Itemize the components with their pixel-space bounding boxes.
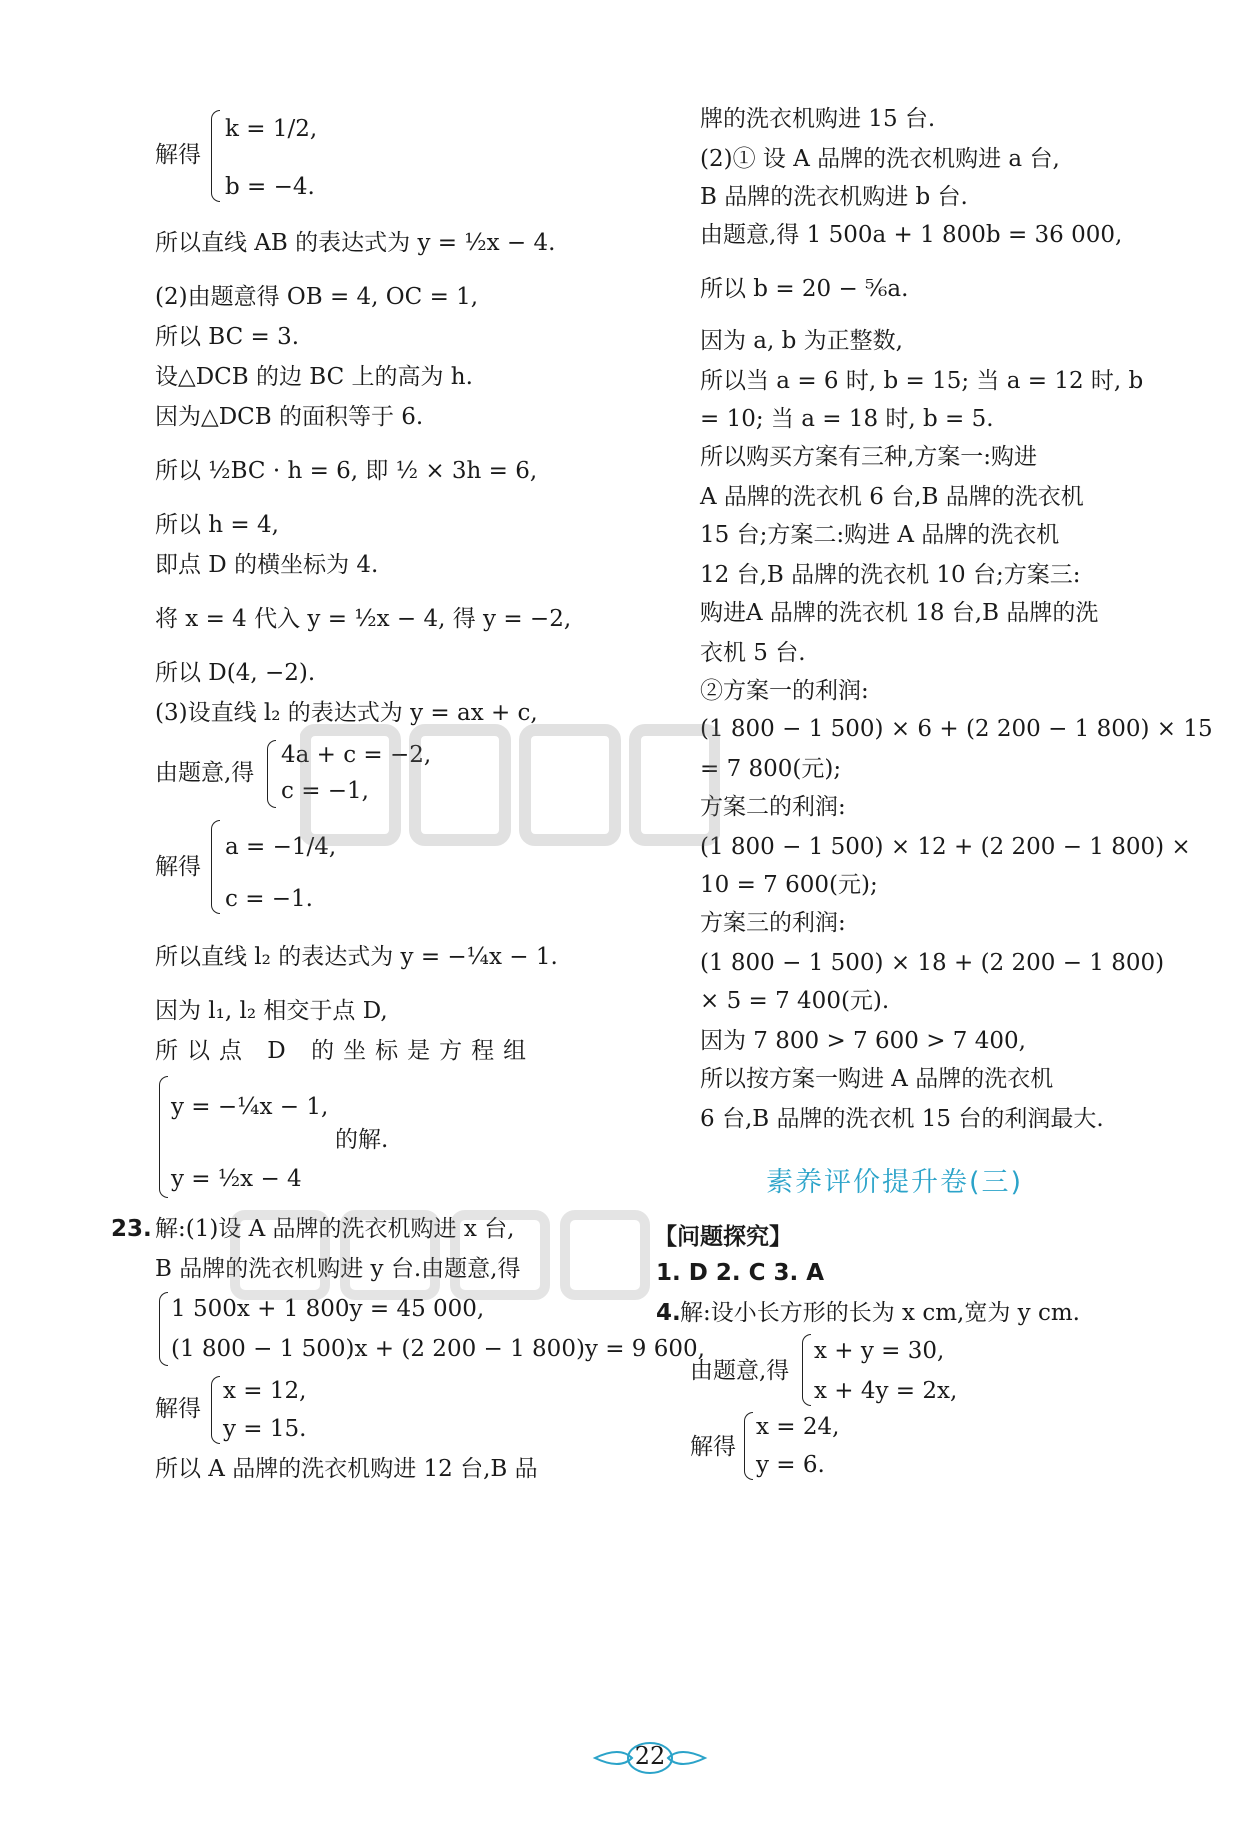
text-line: 解:(1)设 A 品牌的洗衣机购进 x 台, — [155, 1216, 515, 1242]
question-number: 4. — [656, 1300, 681, 1326]
text-line: = 10; 当 a = 18 时, b = 5. — [700, 406, 994, 432]
text-line: 解得 — [155, 1396, 201, 1422]
text-line: 因为 7 800 > 7 600 > 7 400, — [700, 1028, 1026, 1054]
text-line: 由题意,得 — [690, 1358, 790, 1384]
equation-line: a = −1/4, — [225, 834, 337, 860]
text-line: 所以 D(4, −2). — [155, 660, 316, 686]
text-line: (3)设直线 l₂ 的表达式为 y = ax + c, — [155, 700, 538, 726]
text-line: 所以 ½BC · h = 6, 即 ½ × 3h = 6, — [155, 458, 538, 484]
equation-line: y = ½x − 4 — [171, 1166, 302, 1192]
text-line: 所以按方案一购进 A 品牌的洗衣机 — [700, 1066, 1054, 1092]
equation-line: y = −¼x − 1, — [171, 1094, 329, 1120]
equation-line: c = −1, — [281, 778, 369, 804]
text-line: 所以 BC = 3. — [155, 324, 300, 350]
text-line: 所以直线 AB 的表达式为 y = ½x − 4. — [155, 230, 556, 256]
text-line: = 7 800(元); — [700, 756, 842, 782]
section-heading: 素养评价提升卷(三) — [766, 1167, 1024, 1198]
text-line: 解得 — [690, 1434, 736, 1460]
equation-line: b = −4. — [225, 174, 315, 200]
text-line: 15 台;方案二:购进 A 品牌的洗衣机 — [700, 522, 1060, 548]
equation-line: x + 4y = 2x, — [814, 1378, 958, 1404]
equation-line: (1 800 − 1 500)x + (2 200 − 1 800)y = 9 600, — [171, 1336, 705, 1362]
text-line: 6 台,B 品牌的洗衣机 15 台的利润最大. — [700, 1106, 1104, 1132]
equation-line: x = 12, — [223, 1378, 307, 1404]
text-line: (1 800 − 1 500) × 18 + (2 200 − 1 800) — [700, 950, 1165, 976]
text-line: 的解. — [335, 1127, 389, 1153]
text-line: 解:设小长方形的长为 x cm,宽为 y cm. — [680, 1300, 1080, 1326]
equation-line: 4a + c = −2, — [281, 742, 432, 768]
section-tag: 【问题探究】 — [654, 1224, 792, 1250]
text-line: (1 800 − 1 500) × 12 + (2 200 − 1 800) × — [700, 834, 1191, 860]
text-line: 10 = 7 600(元); — [700, 872, 878, 898]
text-line: 解得 — [155, 142, 201, 168]
text-line: 所以直线 l₂ 的表达式为 y = −¼x − 1. — [155, 944, 558, 970]
text-line: × 5 = 7 400(元). — [700, 988, 890, 1014]
text-line: 解得 — [155, 854, 201, 880]
equation-line: c = −1. — [225, 886, 313, 912]
text-line: 设△DCB 的边 BC 上的高为 h. — [155, 364, 473, 390]
text-line: B 品牌的洗衣机购进 y 台.由题意,得 — [155, 1256, 521, 1282]
page-number: 22 — [634, 1742, 666, 1770]
text-line: A 品牌的洗衣机 6 台,B 品牌的洗衣机 — [700, 484, 1084, 510]
brace — [211, 1376, 220, 1444]
text-line: 衣机 5 台. — [700, 640, 806, 666]
page-footer — [590, 1740, 710, 1776]
text-line: 所以 h = 4, — [155, 512, 279, 538]
text-line: 方案三的利润: — [700, 910, 846, 936]
text-line: 因为 l₁, l₂ 相交于点 D, — [155, 998, 388, 1024]
text-line: (1 800 − 1 500) × 6 + (2 200 − 1 800) × 15 — [700, 716, 1213, 742]
equation-line: 1 500x + 1 800y = 45 000, — [171, 1296, 485, 1322]
text-line: 所以 b = 20 − ⁵⁄₆a. — [700, 276, 909, 302]
equation-line: x + y = 30, — [814, 1338, 945, 1364]
text-line: (2)① 设 A 品牌的洗衣机购进 a 台, — [700, 146, 1060, 172]
equation-line: x = 24, — [756, 1414, 840, 1440]
text-line: 所以 A 品牌的洗衣机购进 12 台,B 品 — [155, 1456, 538, 1482]
text-line: (2)由题意得 OB = 4, OC = 1, — [155, 284, 479, 310]
brace — [159, 1076, 168, 1198]
text-line: 12 台,B 品牌的洗衣机 10 台;方案三: — [700, 562, 1081, 588]
brace — [159, 1292, 168, 1366]
text-line: 所以购买方案有三种,方案一:购进 — [700, 444, 1038, 470]
text-line: 因为 a, b 为正整数, — [700, 328, 903, 354]
brace — [802, 1334, 811, 1406]
equation-line: y = 15. — [223, 1416, 307, 1442]
text-line: 由题意,得 1 500a + 1 800b = 36 000, — [700, 222, 1123, 248]
text-line: 牌的洗衣机购进 15 台. — [700, 106, 936, 132]
brace — [744, 1412, 753, 1480]
brace — [211, 110, 220, 202]
text-line: ②方案一的利润: — [700, 678, 869, 704]
brace — [267, 740, 276, 808]
text-line: 方案二的利润: — [700, 794, 846, 820]
equation-line: y = 6. — [756, 1452, 825, 1478]
text-line: 所以当 a = 6 时, b = 15; 当 a = 12 时, b — [700, 368, 1144, 394]
text-line: B 品牌的洗衣机购进 b 台. — [700, 184, 968, 210]
question-number: 23. — [111, 1216, 152, 1242]
brace — [211, 820, 220, 914]
text-line: 因为△DCB 的面积等于 6. — [155, 404, 424, 430]
text-line: 由题意,得 — [155, 760, 255, 786]
equation-line: k = 1/2, — [225, 116, 318, 142]
answer-line: 1. D 2. C 3. A — [656, 1260, 825, 1286]
text-line: 购进A 品牌的洗衣机 18 台,B 品牌的洗 — [700, 600, 1099, 626]
text-line: 即点 D 的横坐标为 4. — [155, 552, 379, 578]
text-line: 所以点 D 的坐标是方程组 — [155, 1038, 536, 1064]
text-line: 将 x = 4 代入 y = ½x − 4, 得 y = −2, — [155, 606, 572, 632]
